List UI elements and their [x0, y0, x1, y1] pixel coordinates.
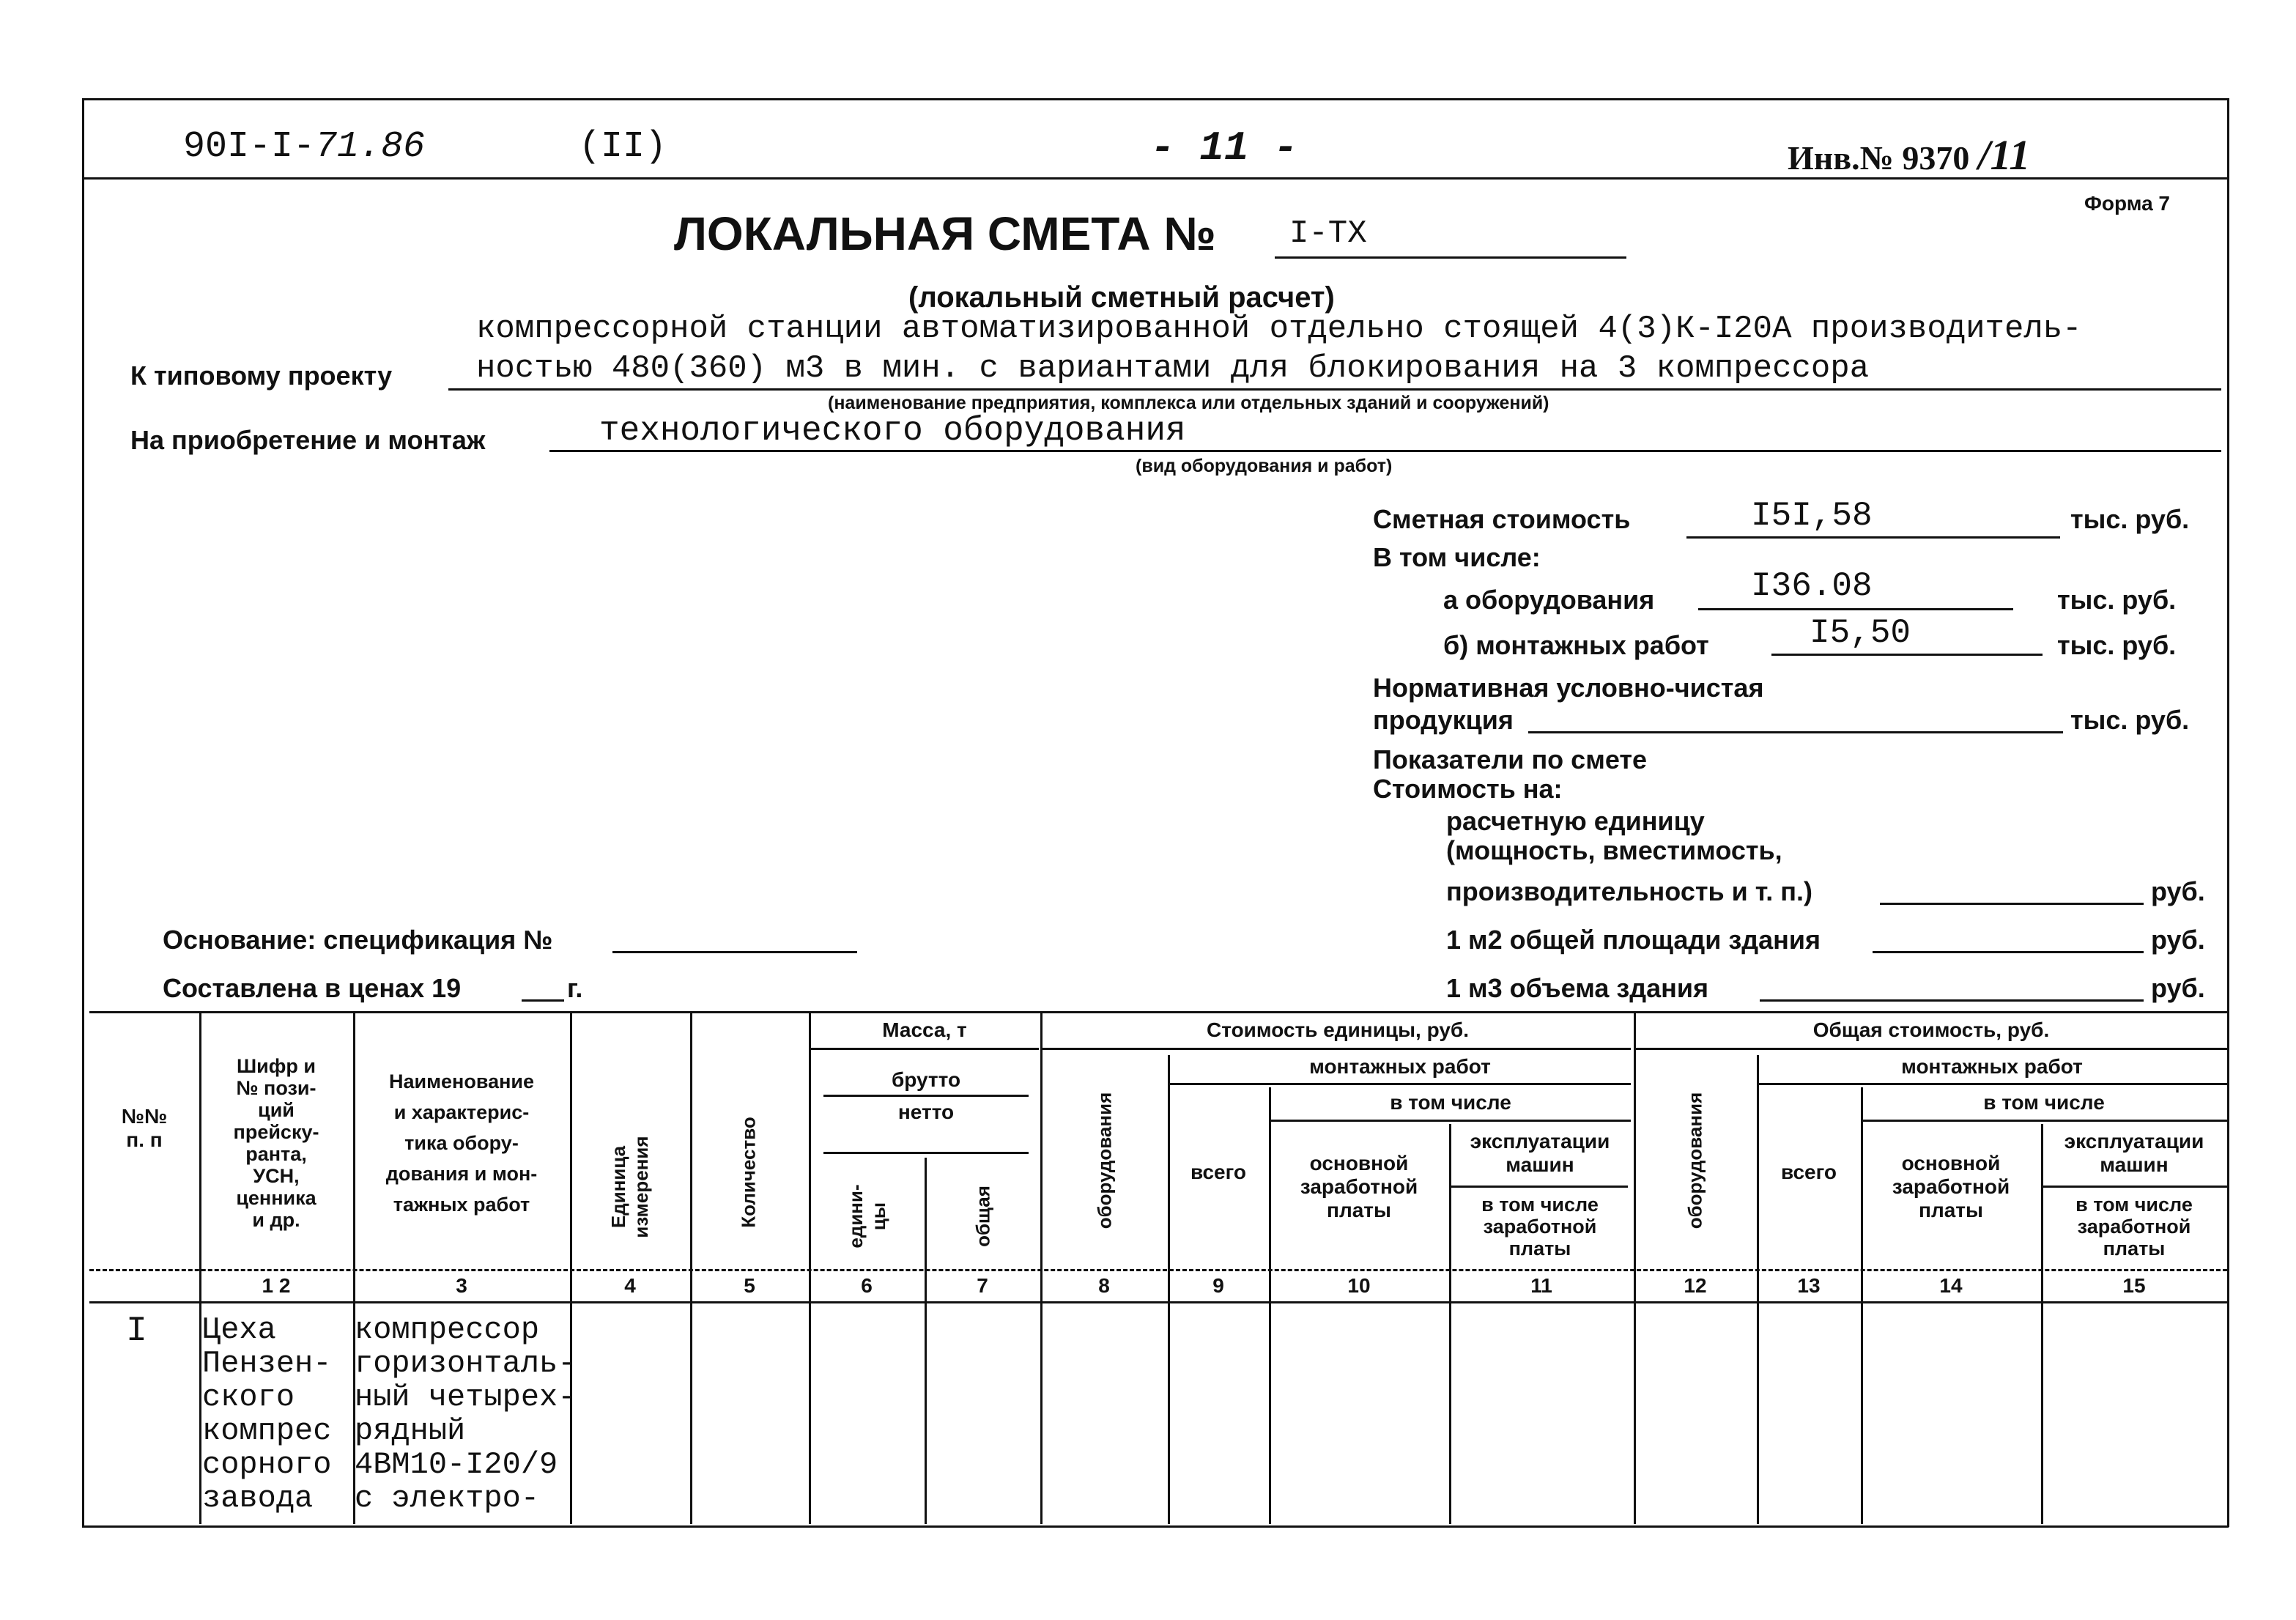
unit-mount-line: [1168, 1083, 1631, 1085]
header-mass-total: общая: [971, 1186, 994, 1247]
colnum-4: 4: [624, 1274, 636, 1297]
colnum-3: 3: [456, 1274, 467, 1297]
purchase-label: На приобретение и монтаж: [130, 425, 486, 455]
calc-unit-rub: руб.: [2151, 876, 2205, 906]
mass-header-line: [809, 1048, 1039, 1050]
colnum-13: 13: [1797, 1274, 1821, 1297]
header-unit-machines-wage: в том числе заработной платы: [1481, 1194, 1599, 1260]
colnum-15: 15: [2122, 1274, 2146, 1297]
equipment-cost-unit: тыс. руб.: [2057, 585, 2177, 615]
prices-label: Составлена в ценах 19: [163, 973, 462, 1003]
calc-unit-label-2: (мощность, вместимость,: [1446, 835, 1782, 865]
header-unit-total: всего: [1190, 1161, 1247, 1183]
unit-incl-line: [1269, 1120, 1631, 1122]
cost-on-label: Стоимость на:: [1373, 774, 1563, 804]
calc-unit-label-3: производительность и т. п.): [1446, 876, 1812, 906]
mounting-cost-label: б) монтажных работ: [1443, 630, 1709, 660]
header-unit: Единица измерения: [607, 1136, 652, 1238]
col-line-5: [809, 1011, 811, 1524]
col-line-11: [1634, 1011, 1636, 1524]
including-label: В том числе:: [1373, 542, 1541, 572]
colnum-10: 10: [1347, 1274, 1371, 1297]
equipment-cost-value: I36.08: [1751, 567, 1873, 605]
project-name-line2: ностью 480(360) м3 в мин. с вариантами для блокирования на 3 компрессора: [476, 350, 1870, 387]
calc-unit-underline: [1880, 903, 2144, 905]
colnum-11: 11: [1530, 1274, 1552, 1297]
volume-number: (II): [579, 126, 667, 168]
header-qty: Количество: [737, 1117, 760, 1228]
right-border: [2227, 98, 2229, 1527]
header-total-machines: эксплуатации машин: [2064, 1130, 2204, 1176]
normative-label-1: Нормативная условно-чистая: [1373, 673, 1764, 703]
per-m2-rub: руб.: [2151, 925, 2205, 955]
form-label: Форма 7: [2084, 192, 2171, 215]
header-total-equipment: оборудования: [1684, 1092, 1706, 1229]
per-m2-underline: [1873, 951, 2144, 953]
row1-num: I: [126, 1312, 147, 1351]
prices-suffix: г.: [567, 973, 583, 1003]
header-mass: Масса, т: [882, 1018, 967, 1041]
purchase-value: технологического оборудования: [599, 412, 1186, 450]
header-total-total: всего: [1780, 1161, 1837, 1183]
header-total-machines-wage: в том числе заработной платы: [2075, 1194, 2193, 1260]
header-name: Наименование и характерис- тика обору- дования и мон- тажных работ: [385, 1070, 538, 1216]
totalcost-header-line: [1635, 1048, 2227, 1050]
colnum-6: 6: [861, 1274, 873, 1297]
header-unit-mount: монтажных работ: [1309, 1055, 1491, 1078]
normative-underline: [1528, 731, 2063, 733]
colnum-bottom-line: [89, 1301, 2227, 1303]
colnum-1-2: 1 2: [262, 1274, 291, 1297]
header-total-mount: монтажных работ: [1901, 1055, 2083, 1078]
header-num: №№ п. п: [121, 1105, 168, 1151]
colnum-5: 5: [744, 1274, 755, 1297]
total-cost-unit: тыс. руб.: [2070, 504, 2190, 534]
estimate-number-underline: [1275, 256, 1626, 259]
header-unit-machines: эксплуатации машин: [1470, 1130, 1610, 1176]
header-bottom-line: [89, 1269, 2227, 1271]
colnum-12: 12: [1684, 1274, 1707, 1297]
row1-code: Цеха Пензен- ского компрес сорного завода: [202, 1312, 332, 1516]
left-border: [82, 98, 84, 1527]
per-m3-rub: руб.: [2151, 973, 2205, 1003]
total-cost-underline: [1686, 536, 2060, 539]
header-unit-equipment: оборудования: [1093, 1092, 1116, 1229]
header-total-base-wage: основной заработной платы: [1892, 1152, 2010, 1221]
mounting-cost-unit: тыс. руб.: [2057, 630, 2177, 660]
basis-spec-underline: [612, 951, 857, 953]
total-cost-value: I5I,58: [1751, 497, 1873, 535]
basis-spec-label: Основание: спецификация №: [163, 925, 553, 955]
equipment-cost-underline: [1698, 608, 2013, 610]
doc-code: 90I-I-71.86: [183, 126, 426, 168]
calc-unit-label-1: расчетную единицу: [1446, 806, 1705, 836]
page-number: - 11 -: [1150, 125, 1298, 171]
per-m2-label: 1 м2 общей площади здания: [1446, 925, 1821, 955]
purchase-caption: (вид оборудования и работ): [1136, 456, 1393, 476]
total-mount-line: [1757, 1083, 2227, 1085]
project-label: К типовому проекту: [130, 360, 393, 391]
estimate-subtitle: (локальный сметный расчет): [908, 281, 1335, 314]
mounting-cost-value: I5,50: [1810, 614, 1911, 652]
purchase-underline: [549, 450, 2221, 452]
colnum-8: 8: [1098, 1274, 1110, 1297]
total-incl-line: [1861, 1120, 2227, 1122]
top-border: [82, 98, 2229, 100]
netto-line: [823, 1152, 1029, 1154]
bottom-border: [82, 1525, 2229, 1528]
unitcost-header-line: [1040, 1048, 1631, 1050]
prices-year-underline: [522, 999, 564, 1002]
col-line-4: [690, 1011, 692, 1524]
normative-label-2: продукция: [1373, 705, 1514, 735]
colnum-14: 14: [1939, 1274, 1963, 1297]
project-underline: [448, 388, 2221, 391]
header-unit-incl: в том числе: [1390, 1091, 1511, 1114]
estimate-title: ЛОКАЛЬНАЯ СМЕТА №: [674, 207, 1216, 260]
header-unit-cost: Стоимость единицы, руб.: [1207, 1018, 1469, 1041]
per-m3-label: 1 м3 объема здания: [1446, 973, 1709, 1003]
header-netto: нетто: [897, 1101, 955, 1123]
per-m3-underline: [1760, 999, 2144, 1002]
total-cost-label: Сметная стоимость: [1373, 504, 1631, 534]
col-line-6: [925, 1158, 927, 1524]
brutto-line: [823, 1095, 1029, 1097]
row1-name: компрессор горизонталь- ный четырех- рядный 4ВМ10-I20/9 с электро-: [355, 1312, 577, 1516]
colnum-9: 9: [1212, 1274, 1224, 1297]
col-line-7: [1040, 1011, 1043, 1524]
header-total-cost: Общая стоимость, руб.: [1812, 1018, 2050, 1041]
header-mass-unit: едини- цы: [845, 1184, 889, 1249]
header-code: Шифр и № пози- ций прейску- ранта, УСН, ценника и др.: [233, 1055, 319, 1231]
header-total-incl: в том числе: [1983, 1091, 2105, 1114]
normative-unit: тыс. руб.: [2070, 705, 2190, 735]
table-top-line: [89, 1011, 2227, 1013]
colnum-7: 7: [977, 1274, 988, 1297]
inventory-number: Инв.№ 9370 /11: [1788, 131, 2031, 179]
mounting-cost-underline: [1771, 654, 2043, 656]
indicators-label: Показатели по смете: [1373, 744, 1648, 774]
header-unit-base-wage: основной заработной платы: [1300, 1152, 1418, 1221]
equipment-cost-label: а оборудования: [1443, 585, 1655, 615]
project-caption: (наименование предприятия, комплекса или отдельных зданий и сооружений): [828, 393, 1549, 413]
project-name-line1: компрессорной станции автоматизированной отдельно стоящей 4(3)К-I20А производитель-: [476, 311, 2082, 347]
estimate-number: I-ТХ: [1289, 215, 1367, 252]
header-brutto: брутто: [891, 1068, 961, 1091]
